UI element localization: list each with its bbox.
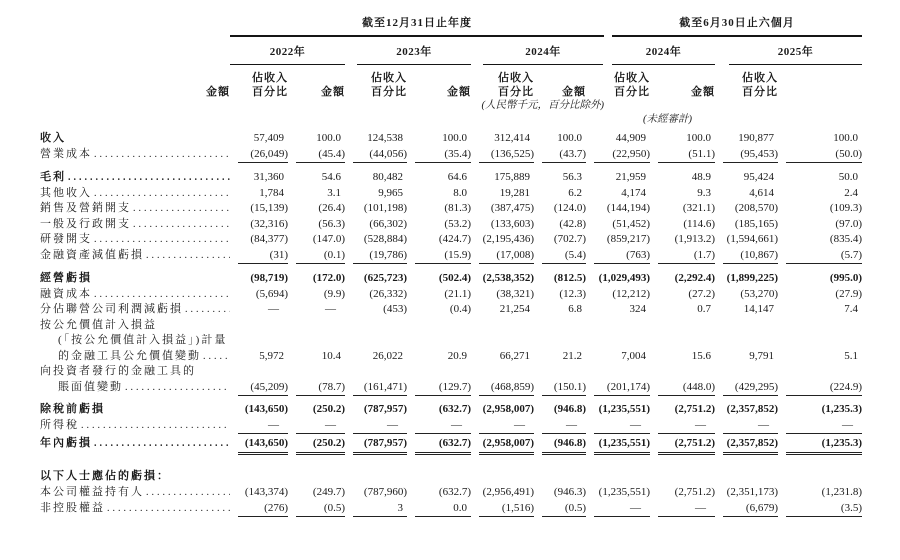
value-cell: — bbox=[586, 418, 650, 435]
value-cell: (81.3) bbox=[444, 202, 471, 214]
value-cell: 31,360 bbox=[253, 171, 284, 183]
value-cell: — bbox=[715, 418, 778, 435]
value-cell: (26.4) bbox=[318, 202, 345, 214]
value-cell: — bbox=[650, 418, 715, 435]
value-cell: (1,913.2) bbox=[674, 233, 715, 245]
value-cell: — bbox=[230, 418, 288, 435]
value-cell: (1,231.8) bbox=[821, 486, 862, 498]
currency-note: (人民幣千元，百分比除外) bbox=[481, 100, 604, 111]
table-row bbox=[40, 271, 900, 287]
value-cell: (42.8) bbox=[559, 217, 586, 230]
value-cell: (1,029,493) bbox=[598, 272, 650, 284]
value-cell: 14,147 bbox=[743, 303, 774, 315]
row-label: 向投資者發行的金融工具的 bbox=[40, 365, 196, 377]
value-cell: (161,471) bbox=[345, 380, 407, 397]
value-cell: (224.9) bbox=[778, 380, 862, 397]
value-cell: (98,719) bbox=[250, 272, 288, 284]
pct-col-header: 佔收入 百分比 bbox=[498, 72, 534, 98]
value-cell: (124.0) bbox=[553, 202, 586, 214]
amount-col-header: 金額 bbox=[691, 85, 715, 98]
amount-col-header: 金額 bbox=[321, 85, 345, 98]
value-cell: 5,972 bbox=[259, 349, 284, 362]
row-label: 一般及行政開支 ..... bbox=[40, 217, 230, 233]
value-cell: (859,217) bbox=[606, 233, 650, 245]
value-cell: 21,959 bbox=[615, 171, 646, 183]
value-cell: 324 bbox=[629, 303, 646, 315]
value-cell: (702.7) bbox=[553, 233, 586, 245]
year-header-2023: 2023年 bbox=[357, 43, 471, 65]
value-cell: (2,351,173) bbox=[726, 486, 778, 498]
table-row bbox=[40, 232, 900, 248]
dot-leader bbox=[203, 349, 230, 365]
value-cell: (453) bbox=[383, 303, 407, 315]
dot-leader bbox=[81, 418, 230, 434]
row-label: 研發開支 ..... bbox=[40, 232, 230, 248]
value-cell: (250.2) bbox=[288, 436, 345, 455]
value-cell: (136,525) bbox=[471, 147, 534, 164]
value-cell: (17,008) bbox=[471, 248, 534, 265]
value-cell: (6,679) bbox=[715, 501, 778, 518]
value-cell: 3.1 bbox=[327, 186, 341, 199]
value-cell: (15,139) bbox=[250, 202, 288, 214]
value-cell: (387,475) bbox=[490, 202, 534, 214]
value-cell: (2,751.2) bbox=[674, 403, 715, 415]
value-cell: 50.0 bbox=[838, 171, 858, 183]
value-cell: (2,956,491) bbox=[482, 486, 534, 498]
value-cell: (38,321) bbox=[496, 287, 534, 300]
value-cell: (1,235,551) bbox=[586, 436, 650, 455]
value-cell: 15.6 bbox=[691, 349, 711, 362]
value-cell: (835.4) bbox=[829, 233, 862, 245]
value-cell: 2.4 bbox=[844, 186, 858, 199]
value-cell: (35.4) bbox=[407, 147, 471, 164]
value-cell: (632.7) bbox=[407, 436, 471, 455]
value-cell: (632.7) bbox=[438, 403, 471, 415]
value-cell: (143,650) bbox=[230, 436, 288, 455]
value-cell: 8.0 bbox=[453, 186, 467, 199]
dot-leader bbox=[94, 147, 230, 163]
value-cell: 100.0 bbox=[442, 132, 467, 144]
value-cell: 100.0 bbox=[833, 132, 858, 144]
dot-leader bbox=[68, 170, 230, 186]
dot-leader bbox=[146, 485, 230, 501]
value-cell: 7.4 bbox=[844, 303, 858, 315]
unaudited-note: (未經審計) bbox=[643, 114, 692, 125]
value-cell: (448.0) bbox=[650, 380, 715, 397]
note-row-unaudited bbox=[40, 113, 900, 127]
value-cell: (21.1) bbox=[444, 287, 471, 300]
value-cell: (502.4) bbox=[438, 272, 471, 284]
row-label: 經營虧損 bbox=[40, 272, 92, 284]
table-body bbox=[40, 131, 900, 516]
table-row bbox=[40, 469, 900, 485]
value-cell: (5,694) bbox=[255, 287, 288, 300]
amount-col-header: 金額 bbox=[447, 85, 471, 98]
row-label: 其他收入 ..... bbox=[40, 186, 230, 202]
value-cell: 9,965 bbox=[378, 186, 403, 199]
value-cell: — bbox=[778, 418, 862, 435]
value-cell: (53.2) bbox=[444, 217, 471, 230]
value-cell: (2,538,352) bbox=[482, 272, 534, 284]
value-cell: (0.4) bbox=[449, 303, 471, 315]
value-cell: (109.3) bbox=[829, 202, 862, 214]
row-label: (「按公允價值計入損益」)計量 bbox=[58, 334, 228, 346]
table-row bbox=[40, 333, 900, 349]
pct-col-header: 佔收入 百分比 bbox=[371, 72, 407, 98]
dot-leader bbox=[146, 248, 230, 264]
value-cell: 57,409 bbox=[253, 132, 284, 144]
value-cell: (763) bbox=[586, 248, 650, 265]
row-label: 除稅前虧損 bbox=[40, 403, 105, 415]
table-row bbox=[40, 131, 900, 147]
value-cell: (51,452) bbox=[612, 217, 650, 230]
column-subheader-row bbox=[40, 72, 900, 99]
amount-col-header: 金額 bbox=[562, 85, 586, 98]
period-group-row bbox=[40, 14, 900, 37]
value-cell: (97.0) bbox=[835, 217, 862, 230]
value-cell: (84,377) bbox=[250, 233, 288, 245]
value-cell: — bbox=[325, 303, 336, 315]
row-label: 非控股權益 ..... bbox=[40, 501, 230, 518]
value-cell: (2,195,436) bbox=[482, 233, 534, 245]
dot-leader bbox=[107, 501, 230, 517]
value-cell: (787,960) bbox=[363, 486, 407, 498]
value-cell: (787,957) bbox=[363, 403, 407, 415]
value-cell: (5.7) bbox=[778, 248, 862, 265]
value-cell: (2,357,852) bbox=[715, 436, 778, 455]
value-cell: (249.7) bbox=[312, 486, 345, 498]
value-cell: 5.1 bbox=[844, 349, 858, 362]
table-row bbox=[40, 186, 900, 202]
value-cell: 21.2 bbox=[562, 349, 582, 362]
value-cell: (27.9) bbox=[835, 287, 862, 300]
value-cell: 64.6 bbox=[447, 171, 467, 183]
value-cell: (2,357,852) bbox=[726, 403, 778, 415]
table-row bbox=[40, 302, 900, 318]
value-cell: (22,950) bbox=[586, 147, 650, 164]
table-row bbox=[40, 248, 900, 264]
row-label: 收入 bbox=[40, 132, 66, 144]
value-cell: — bbox=[345, 418, 407, 435]
pct-col-header: 佔收入 百分比 bbox=[614, 72, 650, 98]
value-cell: (43.7) bbox=[534, 147, 586, 164]
value-cell: (424.7) bbox=[438, 233, 471, 245]
value-cell: 3 bbox=[345, 501, 407, 518]
pct-col-header: 佔收入 百分比 bbox=[252, 72, 288, 98]
value-cell: (50.0) bbox=[778, 147, 862, 164]
row-label: 毛利 ..... bbox=[40, 170, 230, 186]
value-cell: 6.2 bbox=[568, 186, 582, 199]
table-row bbox=[40, 147, 900, 163]
value-cell: (45,209) bbox=[230, 380, 288, 397]
value-cell: 7,004 bbox=[621, 349, 646, 362]
value-cell: 19,281 bbox=[499, 186, 530, 199]
value-cell: (3.5) bbox=[778, 501, 862, 518]
row-label: 融資成本 ..... bbox=[40, 287, 230, 303]
value-cell: (946.8) bbox=[534, 436, 586, 455]
value-cell: 9.3 bbox=[697, 186, 711, 199]
value-cell: (143,374) bbox=[244, 486, 288, 498]
table-row bbox=[40, 217, 900, 233]
value-cell: (2,292.4) bbox=[674, 272, 715, 284]
value-cell: (0.5) bbox=[288, 501, 345, 518]
value-cell: (625,723) bbox=[363, 272, 407, 284]
value-cell: (528,884) bbox=[363, 233, 407, 245]
row-label: 年內虧損 ..... bbox=[40, 436, 230, 455]
value-cell: 100.0 bbox=[686, 132, 711, 144]
value-cell: (129.7) bbox=[407, 380, 471, 397]
value-cell: (1,516) bbox=[471, 501, 534, 518]
value-cell: (812.5) bbox=[553, 272, 586, 284]
value-cell: (31) bbox=[230, 248, 288, 265]
value-cell: (78.7) bbox=[288, 380, 345, 397]
value-cell: 26,022 bbox=[372, 349, 403, 362]
dot-leader bbox=[94, 287, 230, 303]
value-cell: (995.0) bbox=[829, 272, 862, 284]
year-header-row bbox=[40, 37, 900, 65]
value-cell: 312,414 bbox=[494, 132, 530, 144]
value-cell: (2,751.2) bbox=[650, 436, 715, 455]
value-cell: (27.2) bbox=[688, 287, 715, 300]
row-label: 按公允價值計入損益 bbox=[40, 318, 157, 331]
period-interim-header: 截至6月30日止六個月 bbox=[612, 14, 862, 37]
value-cell: (114.6) bbox=[683, 217, 715, 230]
value-cell: 124,538 bbox=[367, 132, 403, 144]
table-row bbox=[40, 485, 900, 501]
value-cell: (0.5) bbox=[534, 501, 586, 518]
table-row bbox=[40, 287, 900, 303]
value-cell: (1,235.3) bbox=[778, 436, 862, 455]
dot-leader bbox=[94, 186, 230, 202]
row-label: 營業成本 ..... bbox=[40, 147, 230, 164]
row-label: 金融資產減值虧損 ..... bbox=[40, 248, 230, 265]
table-row bbox=[40, 380, 900, 396]
row-label: 以下人士應佔的虧損： bbox=[40, 469, 170, 482]
value-cell: (10,867) bbox=[715, 248, 778, 265]
row-label: 分佔聯營公司利潤減虧損 ..... bbox=[40, 302, 230, 318]
value-cell: 0.7 bbox=[697, 303, 711, 315]
value-cell: (5.4) bbox=[534, 248, 586, 265]
value-cell: (276) bbox=[230, 501, 288, 518]
value-cell: 9,791 bbox=[749, 349, 774, 362]
value-cell: (1,235.3) bbox=[821, 403, 862, 415]
value-cell: (250.2) bbox=[312, 403, 345, 415]
value-cell: 66,271 bbox=[499, 349, 530, 362]
value-cell: (32,316) bbox=[250, 217, 288, 230]
value-cell: (208,570) bbox=[734, 202, 778, 214]
value-cell: — bbox=[471, 418, 534, 435]
value-cell: (56.3) bbox=[318, 217, 345, 230]
value-cell: 48.9 bbox=[691, 171, 711, 183]
value-cell: 100.0 bbox=[557, 132, 582, 144]
value-cell: 44,909 bbox=[615, 132, 646, 144]
row-label: 賬面值變動 ..... bbox=[40, 380, 230, 397]
row-label: 的金融工具公允價值變動 ..... bbox=[40, 349, 230, 365]
value-cell: 100.0 bbox=[316, 132, 341, 144]
value-cell: — bbox=[650, 501, 715, 518]
table-row bbox=[40, 418, 900, 434]
table-row bbox=[40, 201, 900, 217]
value-cell: (172.0) bbox=[312, 272, 345, 284]
value-cell: — bbox=[534, 418, 586, 435]
value-cell: (1,235,551) bbox=[598, 486, 650, 498]
value-cell: 4,614 bbox=[749, 186, 774, 199]
value-cell: (429,295) bbox=[715, 380, 778, 397]
value-cell: (143,650) bbox=[244, 403, 288, 415]
table-row bbox=[40, 170, 900, 186]
value-cell: (946.3) bbox=[553, 486, 586, 498]
amount-col-header: 金額 bbox=[206, 85, 230, 98]
value-cell: (946.8) bbox=[553, 403, 586, 415]
value-cell: (185,165) bbox=[734, 217, 778, 230]
dot-leader bbox=[133, 201, 230, 217]
year-header-2024: 2024年 bbox=[483, 43, 603, 65]
value-cell: (2,751.2) bbox=[674, 486, 715, 498]
value-cell: (144,194) bbox=[606, 202, 650, 214]
value-cell: (45.4) bbox=[288, 147, 345, 164]
value-cell: 1,784 bbox=[259, 186, 284, 199]
value-cell: (1.7) bbox=[650, 248, 715, 265]
value-cell: (9.9) bbox=[323, 287, 345, 300]
value-cell: (787,957) bbox=[345, 436, 407, 455]
dot-leader bbox=[133, 217, 230, 233]
value-cell: (321.1) bbox=[682, 202, 715, 214]
table-row bbox=[40, 402, 900, 418]
value-cell: (150.1) bbox=[534, 380, 586, 397]
value-cell: (201,174) bbox=[586, 380, 650, 397]
value-cell: 95,424 bbox=[743, 171, 774, 183]
note-row-currency bbox=[40, 99, 900, 113]
year-header-2025: 2025年 bbox=[729, 43, 862, 65]
value-cell: (133,603) bbox=[490, 217, 534, 230]
value-cell: 4,174 bbox=[621, 186, 646, 199]
value-cell: — bbox=[407, 418, 471, 435]
row-label: 本公司權益持有人 ..... bbox=[40, 485, 230, 501]
row-label: 銷售及營銷開支 ..... bbox=[40, 201, 230, 217]
dot-leader bbox=[94, 232, 230, 248]
value-cell: 21,254 bbox=[499, 303, 530, 315]
value-cell: 56.3 bbox=[562, 171, 582, 183]
value-cell: (1,235,551) bbox=[598, 403, 650, 415]
value-cell: 10.4 bbox=[321, 349, 341, 362]
row-label: 所得稅 ..... bbox=[40, 418, 230, 435]
dot-leader bbox=[125, 380, 230, 396]
year-header-2022: 2022年 bbox=[230, 43, 345, 65]
value-cell: — bbox=[586, 501, 650, 518]
table-row bbox=[40, 501, 900, 517]
value-cell: (2,958,007) bbox=[471, 436, 534, 455]
value-cell: 0.0 bbox=[407, 501, 471, 518]
value-cell: (26,049) bbox=[230, 147, 288, 164]
pct-col-header: 佔收入 百分比 bbox=[742, 72, 778, 98]
value-cell: (2,958,007) bbox=[482, 403, 534, 415]
value-cell: — bbox=[268, 303, 279, 315]
dot-leader bbox=[185, 302, 230, 318]
value-cell: (468,859) bbox=[471, 380, 534, 397]
value-cell: (53,270) bbox=[740, 287, 778, 300]
value-cell: (147.0) bbox=[312, 233, 345, 245]
value-cell: (44,056) bbox=[345, 147, 407, 164]
value-cell: 80,482 bbox=[372, 171, 403, 183]
table-row bbox=[40, 364, 900, 380]
value-cell: (632.7) bbox=[438, 486, 471, 498]
value-cell: 6.8 bbox=[568, 303, 582, 315]
table-row bbox=[40, 349, 900, 365]
value-cell: (12,212) bbox=[612, 287, 650, 300]
value-cell: (66,302) bbox=[369, 217, 407, 230]
period-annual-header: 截至12月31日止年度 bbox=[230, 14, 604, 37]
year-header-2024-interim: 2024年 bbox=[612, 43, 715, 65]
table-row bbox=[40, 436, 900, 452]
value-cell: (0.1) bbox=[288, 248, 345, 265]
value-cell: 190,877 bbox=[738, 132, 774, 144]
value-cell: (19,786) bbox=[345, 248, 407, 265]
value-cell: (15.9) bbox=[407, 248, 471, 265]
value-cell: 175,889 bbox=[494, 171, 530, 183]
value-cell: 20.9 bbox=[447, 349, 467, 362]
value-cell: — bbox=[288, 418, 345, 435]
value-cell: (12.3) bbox=[559, 287, 586, 300]
table-row bbox=[40, 318, 900, 334]
value-cell: (1,594,661) bbox=[726, 233, 778, 245]
value-cell: (95,453) bbox=[715, 147, 778, 164]
value-cell: (51.1) bbox=[650, 147, 715, 164]
value-cell: (1,899,225) bbox=[726, 272, 778, 284]
value-cell: (26,332) bbox=[369, 287, 407, 300]
dot-leader bbox=[94, 436, 230, 452]
value-cell: 54.6 bbox=[321, 171, 341, 183]
value-cell: (101,198) bbox=[363, 202, 407, 214]
